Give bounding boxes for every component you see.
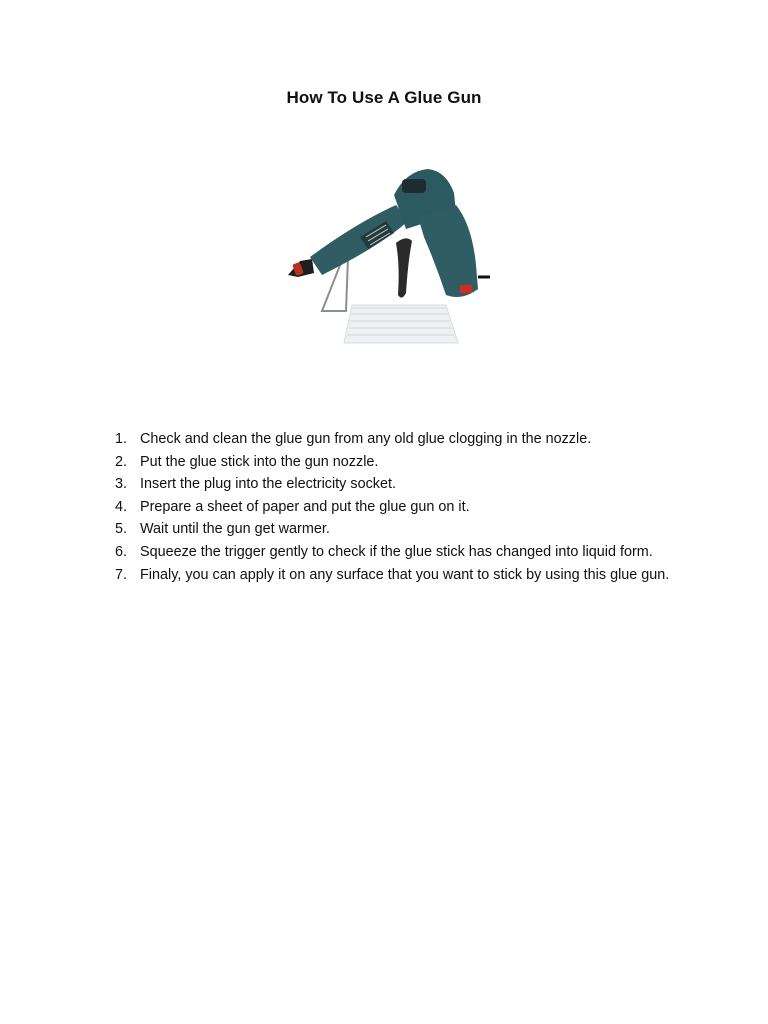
step-number: 5.: [115, 521, 128, 538]
step-number: 1.: [115, 431, 128, 447]
step-number: 6.: [115, 543, 128, 560]
step-text: Insert the plug into the electricity socket.: [140, 476, 396, 493]
list-item: [115, 518, 675, 541]
step-text: Prepare a sheet of paper and put the glue gun on it.: [140, 498, 470, 515]
page-title: How To Use A Glue Gun: [286, 88, 482, 107]
step-text: Squeeze the trigger gently to check if the glue stick has changed into liquid form.: [140, 543, 653, 560]
step-text: Put the glue stick into the gun nozzle.: [140, 453, 379, 470]
list-item: [115, 541, 675, 564]
list-item: [115, 473, 675, 496]
step-number: 4.: [115, 498, 128, 515]
glue-sticks-illustration: [344, 305, 458, 343]
step-number: 2.: [115, 453, 128, 470]
list-item: [115, 428, 675, 451]
step-text: Wait until the gun get warmer.: [140, 521, 330, 538]
list-item: [115, 564, 675, 587]
glue-gun-icon: [286, 165, 491, 350]
step-text: Check and clean the glue gun from any old glue clogging in the nozzle.: [140, 431, 592, 447]
list-item: [115, 496, 675, 519]
list-item: [115, 451, 675, 474]
instructions-list: [115, 428, 675, 586]
step-number: 7.: [115, 566, 128, 583]
step-text: Finaly, you can apply it on any surface that you want to stick by using this glue gun.: [140, 566, 670, 583]
step-number: 3.: [115, 476, 128, 493]
